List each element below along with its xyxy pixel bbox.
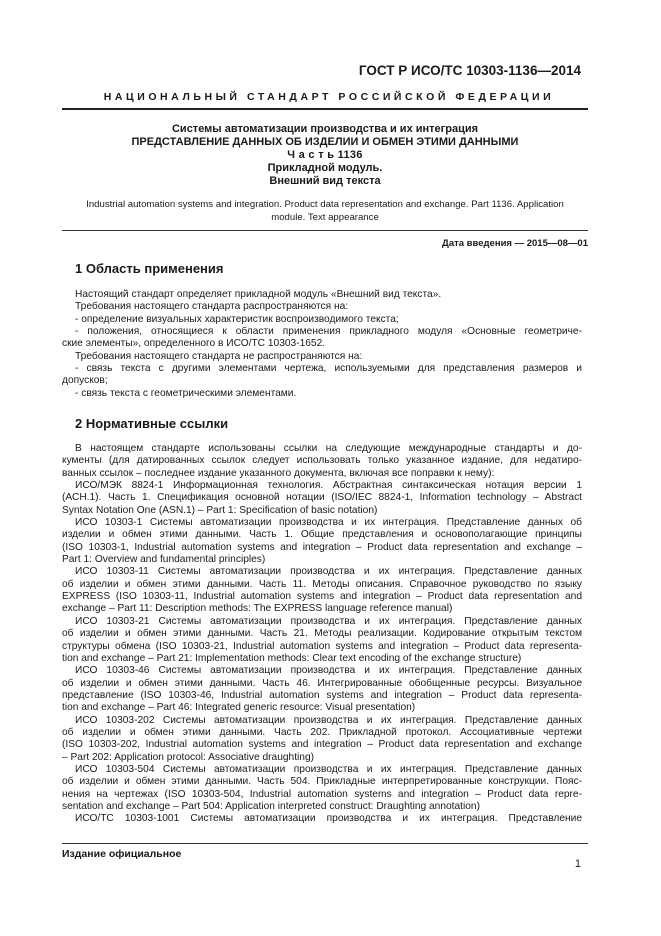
text-line: структуры обмена (ISO 10303-21, Industrial automation systems and integration – Product data representa- — [62, 640, 582, 652]
english-title-line: module. Text appearance — [271, 212, 379, 223]
text-line: - определение визуальных характеристик воспроизводимого текста; — [75, 313, 399, 325]
text-line: (ISO 10303-1, Industrial automation systems and integration – Product data representation and exchange – — [62, 541, 582, 553]
text-line: об изделии и обмен этими данными. Часть 202. Прикладной протокол. Ассоциативные чертежи — [62, 726, 582, 738]
text-line: Syntax Notation One (ASN.1) – Part 1: Specification of basic notation) — [62, 504, 378, 516]
text-line: ИСО 10303-11 Системы автоматизации производства и их интеграция. Представление данных — [75, 566, 582, 578]
text-line: exchange – Part 11: Description methods: The EXPRESS language reference manual) — [62, 603, 453, 615]
title-line: Прикладной модуль. — [267, 162, 383, 174]
text-line: EXPRESS (ISO 10303-11, Industrial automation systems and integration – Product data representation and — [62, 591, 582, 603]
date-rule — [62, 230, 588, 231]
text-line: Требования настоящего стандарта не распространяются на: — [75, 350, 363, 362]
text-line: - связь текста с другими элементами чертежа, используемыми для представления размеров и — [75, 363, 582, 375]
text-line: ванных ссылок – последнее издание указанного документа, включая все поправки к нему): — [62, 467, 495, 479]
national-standard-banner: НАЦИОНАЛЬНЫЙ СТАНДАРТ РОССИЙСКОЙ ФЕДЕРАЦИИ — [103, 91, 555, 103]
text-line: допусков; — [62, 375, 108, 387]
text-line: tion and exchange – Part 21: Implementation methods: Clear text encoding of the exchange structure) — [62, 652, 522, 664]
text-line: Требования настоящего стандарта распространяются на: — [75, 301, 349, 313]
text-line: ИСО/МЭК 8824-1 Информационная технология. Абстрактная синтаксическая нотация версии 1 — [75, 480, 582, 492]
text-line: ские элементы», определенного в ИСО/ТС 10303-1652. — [62, 338, 326, 350]
text-line: изделии и обмен этими данными. Часть 1. Общие представления и основополагающие принципы — [62, 529, 582, 541]
title-line: Внешний вид текста — [269, 175, 381, 187]
text-line: - связь текста с геометрическими элементами. — [75, 387, 297, 399]
header-rule — [62, 108, 588, 110]
text-line: представление (ISO 10303-46, Industrial automation systems and integration – Product data representa- — [62, 689, 582, 701]
text-line: ИСО/ТС 10303-1001 Системы автоматизации производства и их интеграция. Представление — [75, 813, 582, 825]
section-2-body — [62, 443, 582, 826]
text-line: нения на чертежах (ISO 10303-504, Industrial automation systems and integration – Product data repre- — [62, 788, 582, 800]
text-line: – Part 202: Application protocol: Associative draughting) — [62, 751, 315, 763]
text-line: об изделии и обмен этими данными. Часть 504. Прикладные интерпретированные конструкции. Пояс- — [62, 776, 582, 788]
english-title — [62, 198, 588, 224]
document-title — [62, 123, 588, 188]
text-line: В настоящем стандарте использованы ссылки на следующие международные стандарты и до- — [75, 443, 582, 454]
section-1-body — [62, 289, 582, 400]
page-number: 1 — [574, 858, 581, 870]
title-line: Системы автоматизации производства и их интеграция — [171, 123, 479, 135]
text-line: (АСН.1). Часть 1. Спецификация основной нотации (ISO/IEC 8824-1, Information technology – Abstract — [62, 492, 582, 504]
title-line: ПРЕДСТАВЛЕНИЕ ДАННЫХ ОБ ИЗДЕЛИИ И ОБМЕН ЭТИМИ ДАННЫМИ — [131, 136, 519, 148]
text-line: ИСО 10303-1 Системы автоматизации производства и их интеграция. Представление данных об — [75, 517, 582, 529]
section-1-heading: 1 Область применения — [75, 261, 224, 276]
text-line: ИСО 10303-504 Системы автоматизации производства и их интеграция. Представление данных — [75, 763, 582, 775]
text-line: об изделии и обмен этими данными. Часть 11. Методы описания. Справочное руководство по языку — [62, 578, 582, 590]
text-line: Настоящий стандарт определяет прикладной модуль «Внешний вид текста». — [75, 289, 442, 300]
text-line: (ISO 10303-202, Industrial automation systems and integration – Product data representation and exchange — [62, 739, 582, 751]
effective-date: Дата введения — 2015—08—01 — [442, 238, 588, 249]
section-2-heading: 2 Нормативные ссылки — [75, 416, 229, 431]
english-title-line: Industrial automation systems and integration. Product data representation and exchange. Part 1136. Application — [86, 199, 564, 210]
text-line: - положения, относящиеся к области применения прикладного модуля «Основные геометриче- — [75, 326, 582, 338]
text-line: sentation and exchange – Part 504: Application interpreted construct: Draughting annotation) — [62, 800, 480, 812]
text-line: ИСО 10303-21 Системы автоматизации производства и их интеграция. Представление данных — [75, 615, 582, 627]
text-line: кументы (для датированных ссылок следует использовать только указанное издание, для недатиро- — [62, 455, 582, 467]
footer-rule — [62, 843, 588, 844]
text-line: ИСО 10303-202 Системы автоматизации производства и их интеграция. Представление данных — [75, 714, 582, 726]
text-line: Part 1: Overview and fundamental principles) — [62, 554, 266, 566]
edition-note: Издание официальное — [62, 848, 182, 860]
text-line: об изделии и обмен этими данными. Часть 21. Методы реализации. Кодирование открытым текстом — [62, 628, 582, 640]
text-line: ИСО 10303-46 Системы автоматизации производства и их интеграция. Представление данных — [75, 665, 582, 677]
standard-code: ГОСТ Р ИСО/ТС 10303-1136—2014 — [358, 63, 581, 78]
title-part: Ч а с т ь 1136 — [287, 149, 363, 161]
text-line: tion and exchange – Part 46: Integrated generic resource: Visual presentation) — [62, 702, 416, 714]
text-line: об изделии и обмен этими данными. Часть 46. Интегрированные обобщенные ресурсы. Визуальное — [62, 677, 582, 689]
